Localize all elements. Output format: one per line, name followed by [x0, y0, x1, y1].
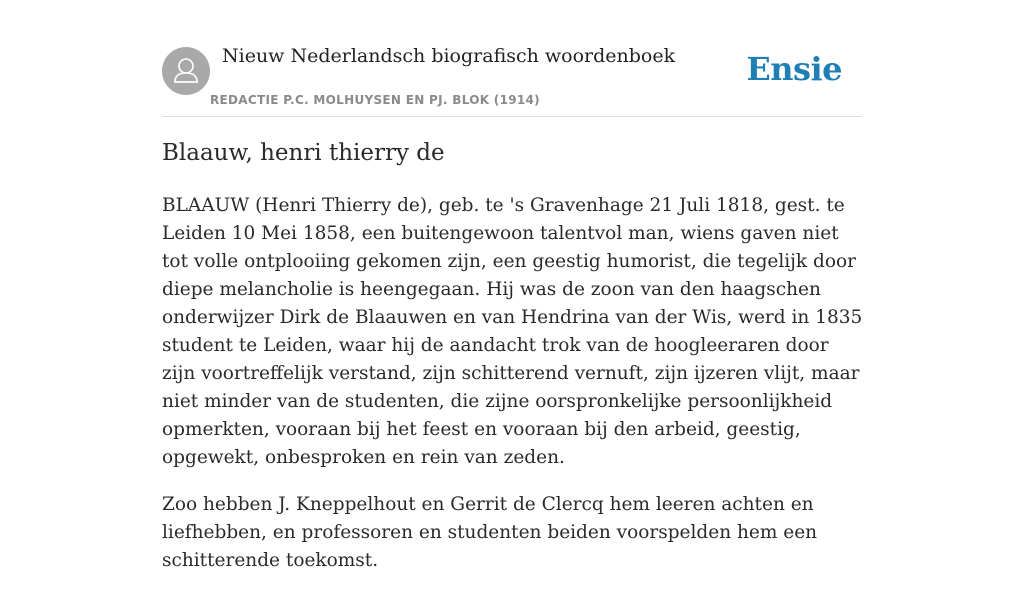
avatar[interactable] [162, 47, 210, 95]
article-title: Blaauw, henri thierry de [162, 140, 445, 166]
article-paragraph: BLAAUW (Henri Thierry de), geb. te 's Gravenhage 21 Juli 1818, gest. te Leiden 10 Mei 1858, een buitengewoon talentvol man, wiens gaven niet tot volle ontplooiing gekomen zijn, een geestig humorist, die tegelijk door diepe melancholie is heengegaan. Hij was de zoon van den haagschen onderwijzer Dirk de Blaauwen en van Hendrina van der Wis, werd in 1835 student te Leiden, waar hij de aandacht trok van de hoogleeraren door zijn voortreffelijk verstand, zijn schitterend vernuft, zijn ijzeren vlijt, maar niet minder van de studenten, die zijne oorspronkelijke persoonlijkheid opmerkten, vooraan bij het feest en vooraan bij den arbeid, geestig, opgewekt, onbesproken en rein van zeden. [162, 195, 863, 468]
source-header [162, 40, 862, 117]
source-subtitle: REDACTIE P.C. MOLHUYSEN EN PJ. BLOK (1914) [210, 93, 540, 107]
article-paragraph: Zoo hebben J. Kneppelhout en Gerrit de Clercq hem leeren achten en liefhebben, en professoren en studenten beiden voorspelden hem een schitterende toekomst. [162, 494, 818, 571]
user-icon [162, 47, 210, 95]
brand-logo[interactable]: Ensie [746, 50, 842, 88]
article-body [162, 192, 867, 594]
source-title[interactable]: Nieuw Nederlandsch biografisch woordenboek [222, 45, 676, 67]
